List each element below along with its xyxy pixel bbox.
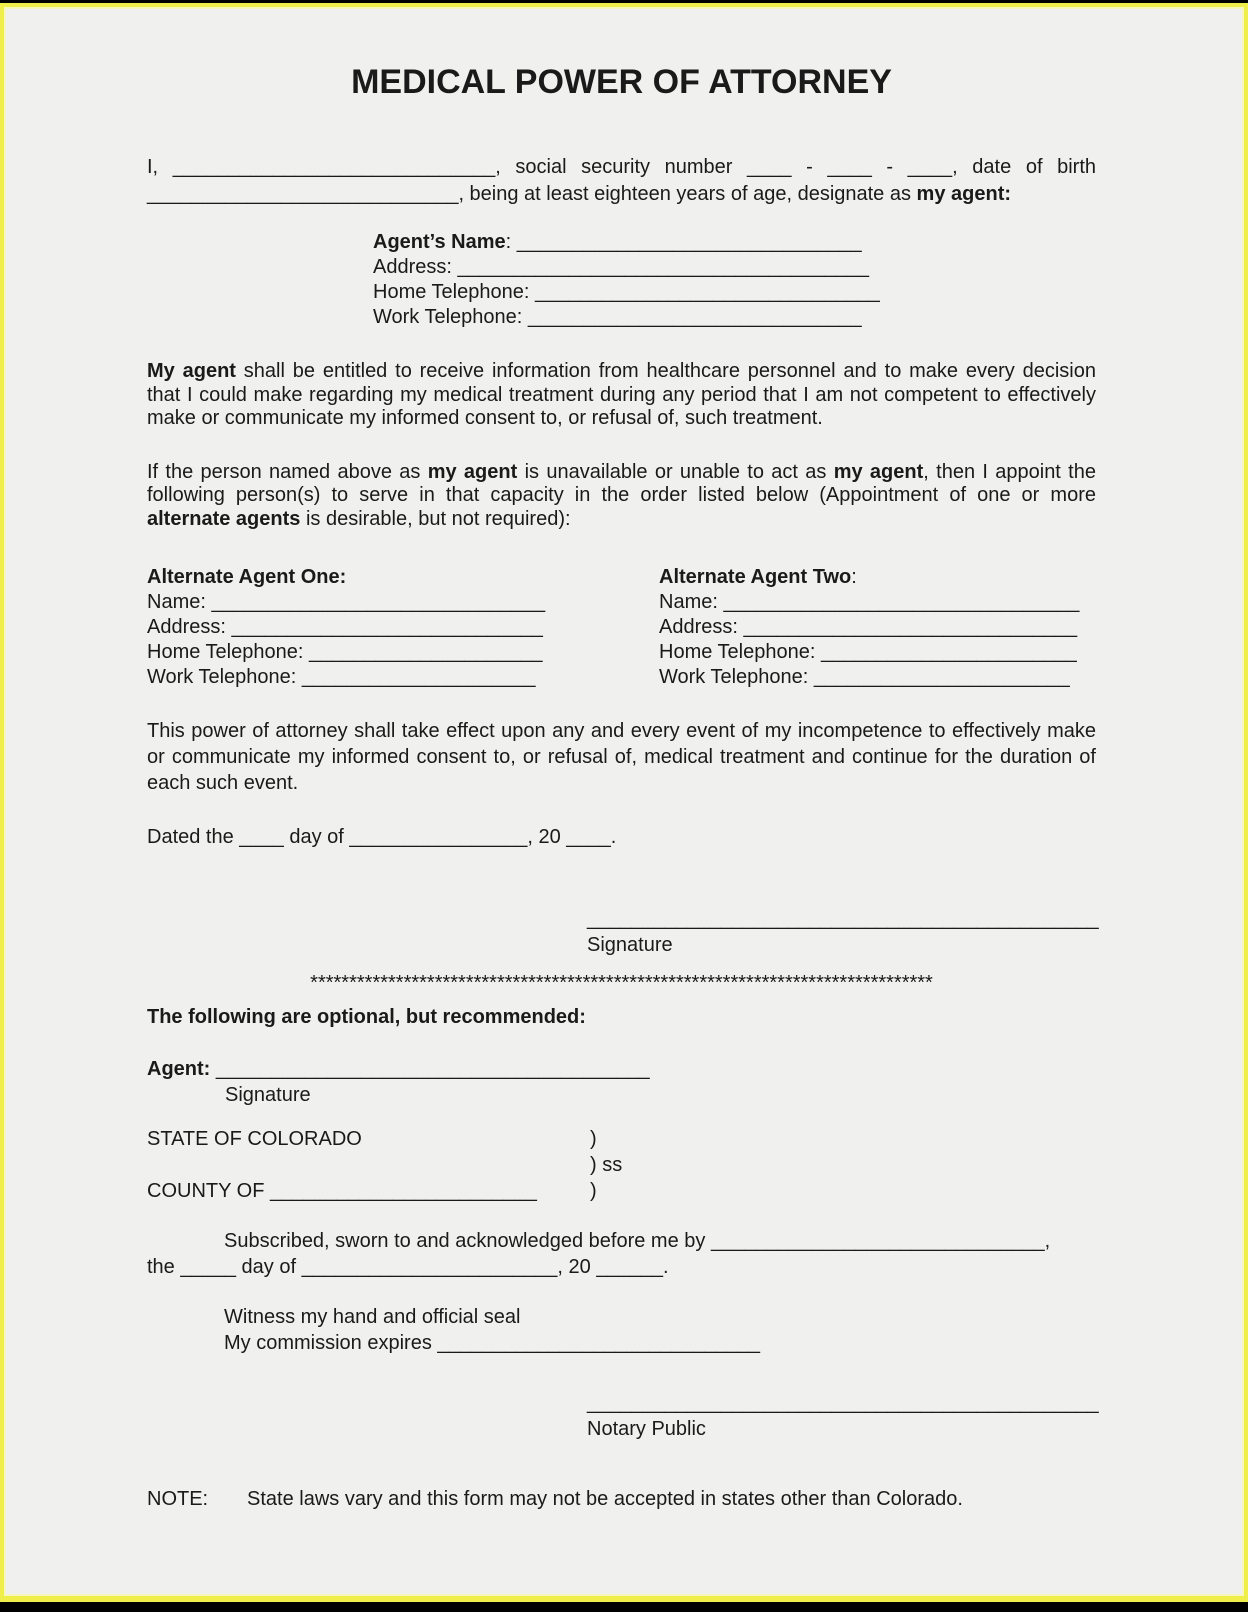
notary-signature-caption: Notary Public <box>587 1418 706 1440</box>
effectiveness-paragraph: This power of attorney shall take effect upon any and every event of my incompetence to effectively make or communicate my informed consent to, or refusal of, medical treatment and continue for the duration of each such event. <box>147 720 1096 794</box>
ss-label: ) ss <box>590 1154 623 1176</box>
alternate-two-home-telephone-line: Home Telephone: _______________________ <box>659 641 1077 663</box>
witness-block <box>147 1304 1096 1356</box>
state-paren: ) <box>590 1128 597 1150</box>
agent-info-block <box>373 230 1096 330</box>
acknowledgment-line-1: Subscribed, sworn to and acknowledged before me by ______________________________, <box>224 1230 1051 1252</box>
stars-separator: ******************************************************************************** <box>310 972 933 994</box>
agent-work-telephone-line: Work Telephone: ______________________________ <box>373 306 862 328</box>
alternate-one-home-telephone-line: Home Telephone: _____________________ <box>147 641 543 663</box>
county-line <box>147 1178 1096 1204</box>
notary-signature-block <box>587 1390 1099 1442</box>
optional-section-heading: The following are optional, but recommended: <box>147 1006 586 1028</box>
agent-home-telephone-line: Home Telephone: _______________________________ <box>373 281 880 303</box>
alternate-one-header: Alternate Agent One: <box>147 566 347 588</box>
alternate-agent-one-block <box>147 565 659 690</box>
commission-expires-line: My commission expires _____________________________ <box>224 1332 760 1354</box>
state-label: STATE OF COLORADO <box>147 1128 362 1150</box>
principal-signature-caption: Signature <box>587 934 673 956</box>
state-line <box>147 1126 1096 1152</box>
county-paren: ) <box>590 1180 597 1202</box>
alternate-one-name-line: Name: ______________________________ <box>147 591 546 613</box>
agent-signature-caption: Signature <box>225 1084 311 1106</box>
alternate-two-header: Alternate Agent Two: <box>659 566 857 588</box>
intro-paragraph: I, _____________________________, social security number ____ - ____ - ____, date of birth ____________________________, being at least eighteen years of age, designate as my agent: <box>147 156 1096 205</box>
state-law-note <box>147 1486 1096 1512</box>
county-label: COUNTY OF ________________________ <box>147 1180 537 1202</box>
document-title: MEDICAL POWER OF ATTORNEY <box>351 63 892 101</box>
note-label: NOTE: <box>147 1488 209 1510</box>
notary-signature-line: ______________________________________________ <box>587 1392 1099 1414</box>
agent-powers-paragraph: My agent shall be entitled to receive information from healthcare personnel and to make every decision that I could make regarding my medical treatment during any period that I am not competent to effectively make or communicate my informed consent to, or refusal of, such treatment. <box>147 360 1096 429</box>
agent-signature-line: Agent: _______________________________________ <box>147 1058 650 1080</box>
note-text: State laws vary and this form may not be accepted in states other than Colorado. <box>247 1488 963 1510</box>
agent-address-line: Address: _____________________________________ <box>373 256 870 278</box>
document-page <box>4 7 1244 1596</box>
alternate-agent-two-block <box>659 565 1096 690</box>
agent-signature-block <box>147 1056 1096 1108</box>
scan-yellow-frame <box>0 3 1248 1602</box>
alternate-two-name-line: Name: ________________________________ <box>659 591 1080 613</box>
alternate-two-address-line: Address: ______________________________ <box>659 616 1078 638</box>
alternate-agents-block <box>147 565 1096 690</box>
venue-block <box>147 1126 1096 1204</box>
ss-line <box>147 1152 1096 1178</box>
alternate-agents-paragraph: If the person named above as my agent is unavailable or unable to act as my agent, then I appoint the following person(s) to serve in that capacity in the order listed below (Appointment of one or more alternate agents is desirable, but not required): <box>147 460 1096 530</box>
dated-line: Dated the ____ day of ________________, 20 ____. <box>147 826 617 848</box>
alternate-one-work-telephone-line: Work Telephone: _____________________ <box>147 666 536 688</box>
acknowledgment-line-2: the _____ day of _______________________, 20 ______. <box>147 1256 669 1278</box>
witness-seal-line: Witness my hand and official seal <box>224 1306 521 1328</box>
notary-acknowledgment-paragraph <box>147 1228 1096 1280</box>
alternate-two-work-telephone-line: Work Telephone: _______________________ <box>659 666 1070 688</box>
principal-signature-block <box>587 906 1099 958</box>
principal-signature-line: ______________________________________________ <box>587 908 1099 930</box>
agent-name-line: Agent’s Name: _______________________________ <box>373 231 862 253</box>
alternate-one-address-line: Address: ____________________________ <box>147 616 543 638</box>
